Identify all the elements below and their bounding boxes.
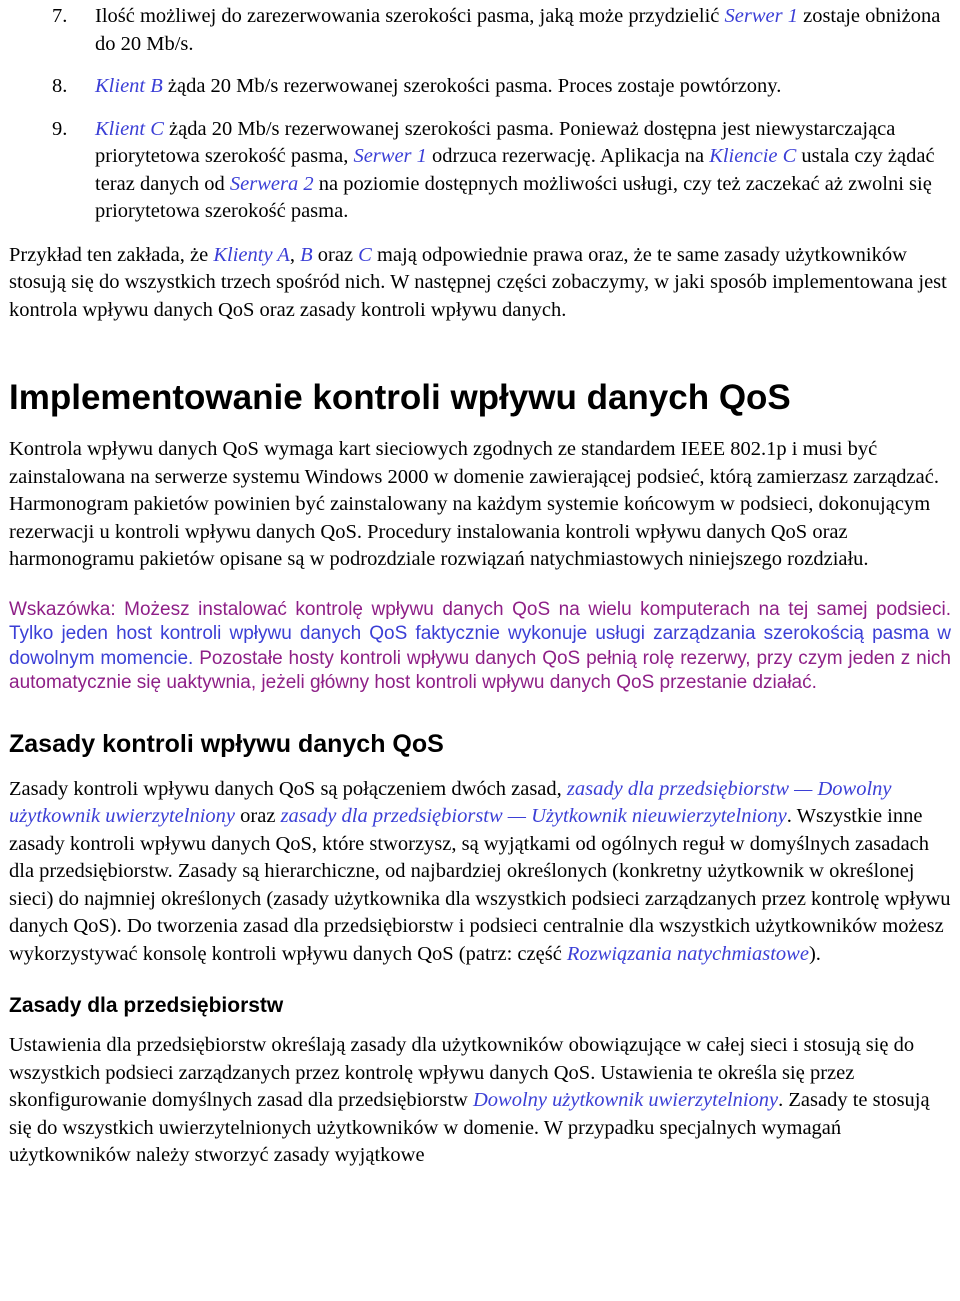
text: ustala czy żądać teraz danych od bbox=[95, 145, 935, 195]
text: , bbox=[289, 243, 301, 266]
enterprise-paragraph bbox=[9, 1032, 951, 1170]
text: oraz bbox=[312, 243, 359, 266]
text: Przykład ten zakłada, że bbox=[9, 243, 214, 266]
text: odrzuca rezerwację. Aplikacja na bbox=[426, 145, 710, 167]
rules-paragraph bbox=[9, 776, 951, 969]
text: Ilość możliwej do zarezerwowania szerokości pasma, jaką może przydzielić bbox=[95, 5, 725, 27]
text: Zasady kontroli wpływu danych QoS są połączeniem dwóch zasad, bbox=[9, 777, 567, 800]
text: zostaje obniżona do 20 Mb/s. bbox=[95, 5, 941, 55]
term-link: C bbox=[358, 243, 372, 266]
implementation-paragraph: Kontrola wpływu danych QoS wymaga kart sieciowych zgodnych ze standardem IEEE 802.1p i musi być zainstalowana na serwerze systemu Windows 2000 w domenie zawierającej podsieć, którą zamierzasz zarządzać. Harmonogram pakietów powinien być zainstalowany na każdym systemie końcowym w podsieci, dokonującym rezerwacji u kontroli wpływu danych QoS. Procedury instalowania kontroli wpływu danych QoS oraz harmonogramu pakietów opisane są w podrozdziale rozwiązań natychmiastowych niniejszego rozdziału. bbox=[9, 438, 939, 570]
term-link: Klient B bbox=[95, 75, 163, 97]
steps-list bbox=[9, 3, 951, 226]
policy-link[interactable]: zasady dla przedsiębiorstw — Dowolny użytkownik uwierzytelniony bbox=[9, 777, 892, 828]
text: żąda 20 Mb/s rezerwowanej szerokości pasma. Ponieważ dostępna jest niewystarczająca priorytetowa szerokość pasma, bbox=[95, 117, 896, 167]
text: oraz bbox=[235, 805, 281, 828]
text: . Zasady te stosują się do wszystkich uwierzytelnionych użytkowników w domenie. W przypadku specjalnych wymagań użytkowników należy stworzyć zasady wyjątkowe bbox=[9, 1089, 930, 1167]
list-item bbox=[9, 116, 951, 226]
term-link: B bbox=[300, 243, 313, 266]
text: na poziomie dostępnych możliwości usługi, czy też zaczekać aż zwolni się priorytetowa szerokość pasma. bbox=[95, 172, 932, 222]
tip-note bbox=[9, 598, 951, 696]
section-heading: Implementowanie kontroli wpływu danych QoS bbox=[9, 378, 791, 417]
tip-text: Tylko jeden host kontroli wpływu danych QoS faktycznie wykonuje usługi zarządzania szerokością pasma w dowolnym momencie. bbox=[9, 623, 951, 669]
subsubsection-heading: Zasady dla przedsiębiorstw bbox=[9, 994, 284, 1018]
term-link: Serwer 1 bbox=[353, 145, 427, 167]
term-link: Serwer 1 bbox=[724, 5, 798, 27]
term-link: Klienty A bbox=[213, 243, 290, 266]
term-link: Serwera 2 bbox=[229, 172, 314, 195]
policy-link[interactable]: Dowolny użytkownik uwierzytelniony bbox=[472, 1089, 779, 1112]
text: żąda 20 Mb/s rezerwowanej szerokości pasma. Proces zostaje powtórzony. bbox=[162, 75, 782, 97]
text: . Wszystkie inne zasady kontroli wpływu danych QoS, które stworzysz, są wyjątkami od ogólnych reguł w domyślnych zasadach dla przedsiębiorstw. Zasady są hierarchiczne, od najbardziej określonych (konkretny użytkownik w określonej sieci) do najmniej określonych (zasady użytkownika dla wszystkich podsieci zarządzanych przez kontrolę wpływu danych QoS). Do tworzenia zasad dla przedsiębiorstw i podsieci centralnie dla wszystkich użytkowników możesz wykorzystywać konsolę kontroli wpływu danych QoS (patrz: część bbox=[9, 805, 951, 965]
tip-text: Wskazówka: Możesz instalować kontrolę wpływu danych QoS na wielu komputerach na tej samej podsieci. bbox=[9, 598, 951, 620]
solutions-link[interactable]: Rozwiązania natychmiastowe bbox=[566, 942, 809, 965]
list-number: 9. bbox=[52, 117, 68, 140]
summary-paragraph bbox=[9, 242, 951, 325]
subsection-heading: Zasady kontroli wpływu danych QoS bbox=[9, 729, 444, 758]
text: Ustawienia dla przedsiębiorstw określają zasady dla użytkowników obowiązujące w całej sieci i stosują się do wszystkich podsieci zarządzanych przez kontrolę wpływu danych QoS. Ustawienia te określa się przez skonfigurowanie domyślnych zasad dla przedsiębiorstw bbox=[9, 1034, 915, 1112]
tip-text: Pozostałe hosty kontroli wpływu danych QoS pełnią rolę rezerwy, przy czym jeden z nich automatycznie się uaktywnia, jeżeli główny host kontroli wpływu danych QoS przestanie działać. bbox=[9, 647, 951, 694]
list-item bbox=[9, 3, 951, 58]
list-number: 7. bbox=[52, 5, 68, 27]
term-link: Klient C bbox=[95, 117, 164, 140]
document-page bbox=[9, 0, 951, 1170]
text: mają odpowiednie prawa oraz, że te same zasady użytkowników stosują się do wszystkich trzech spośród nich. W następnej części zobaczymy, w jaki sposób implementowana jest kontrola wpływu danych QoS oraz zasady kontroli wpływu danych. bbox=[9, 243, 947, 321]
text: ). bbox=[808, 942, 821, 965]
list-number: 8. bbox=[52, 75, 68, 97]
policy-link[interactable]: zasady dla przedsiębiorstw — Użytkownik nieuwierzytelniony bbox=[280, 805, 787, 828]
list-item bbox=[9, 73, 951, 101]
term-link: Kliencie C bbox=[709, 145, 797, 167]
